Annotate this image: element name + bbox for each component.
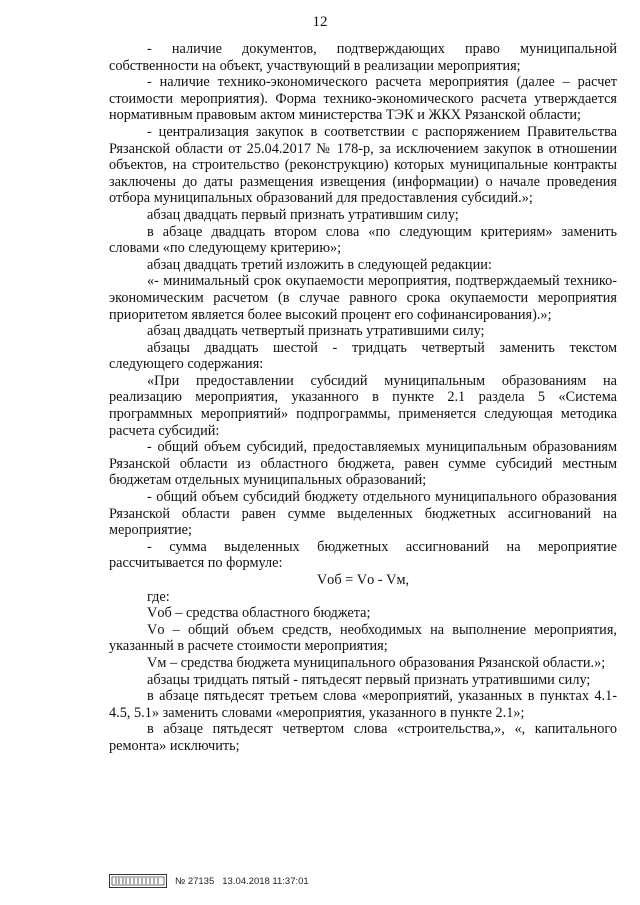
document-number: № 27135 xyxy=(175,875,215,887)
registration-stamp-icon xyxy=(109,874,167,888)
formula: Vоб = Vо - Vм, xyxy=(316,572,410,588)
paragraph: - наличие документов, подтверждающих право муниципальной собственности на объект, участвующий в реализации мероприятия; xyxy=(109,41,617,74)
paragraph: - сумма выделенных бюджетных ассигнований на мероприятие рассчитывается по формуле: xyxy=(109,538,617,572)
paragraph: абзац двадцать третий изложить в следующей редакции: xyxy=(147,256,492,273)
paragraph: - общий объем субсидий, предоставляемых муниципальным образованиям Рязанской области из областного бюджета, равен сумме субсидий местным бюджетам отдельных муниципальных образований; xyxy=(109,439,617,489)
paragraph: «- минимальный срок окупаемости мероприятия, подтверждаемый технико-экономическим расчетом (в случае равного срока окупаемости мероприятия приоритетом является более высокий процент его софинансирования).»; xyxy=(109,273,617,323)
paragraph: где: xyxy=(147,588,170,605)
paragraph: в абзаце пятьдесят четвертом слова «строительства,», «, капитального ремонта» исключить; xyxy=(109,721,617,754)
paragraph: - централизация закупок в соответствии с распоряжением Правительства Рязанской области от 25.04.2017 № 178-р, за исключением закупок в отношении объектов, на строительство (реконструкцию) которых муниципальные контракты заключены до даты размещения извещения (информации) о начале проведения отбора муниципальных образований для предоставления субсидий.»; xyxy=(109,123,617,207)
paragraph: в абзаце двадцать втором слова «по следующим критериям» заменить словами «по следующему критерию»; xyxy=(109,223,617,257)
paragraph: в абзаце пятьдесят третьем слова «мероприятий, указанных в пунктах 4.1-4.5, 5.1» заменить словами «мероприятия, указанного в пункте 2.1»; xyxy=(109,688,617,721)
paragraph: - наличие технико-экономического расчета мероприятия (далее – расчет стоимости мероприятия). Форма технико-экономического расчета утверждается нормативным правовым актом министерства ТЭК и ЖКХ Рязанской области; xyxy=(109,74,617,124)
document-body xyxy=(109,41,617,755)
paragraph: Vо – общий объем средств, необходимых на выполнение мероприятия, указанный в расчете стоимости мероприятия; xyxy=(109,621,617,655)
page-number: 12 xyxy=(312,14,328,30)
paragraph: абзацы тридцать пятый - пятьдесят первый признать утратившими силу; xyxy=(147,671,591,688)
paragraph: Vм – средства бюджета муниципального образования Рязанской области.»; xyxy=(147,654,606,671)
document-footer xyxy=(109,873,309,889)
paragraph: абзац двадцать первый признать утратившим силу; xyxy=(147,206,459,223)
paragraph: - общий объем субсидий бюджету отдельного муниципального образования Рязанской области равен сумме выделенных бюджетных ассигнований на мероприятие; xyxy=(109,489,617,539)
paragraph: абзацы двадцать шестой - тридцать четвертый заменить текстом следующего содержания: xyxy=(109,339,617,373)
document-datetime: 13.04.2018 11:37:01 xyxy=(222,875,309,887)
paragraph: Vоб – средства областного бюджета; xyxy=(147,605,371,622)
paragraph: абзац двадцать четвертый признать утратившими силу; xyxy=(147,323,485,340)
paragraph: «При предоставлении субсидий муниципальным образованиям на реализацию мероприятия, указанного в пункте 2.1 раздела 5 «Система программных мероприятий» подпрограммы, применяется следующая методика расчета субсидий: xyxy=(109,372,617,439)
